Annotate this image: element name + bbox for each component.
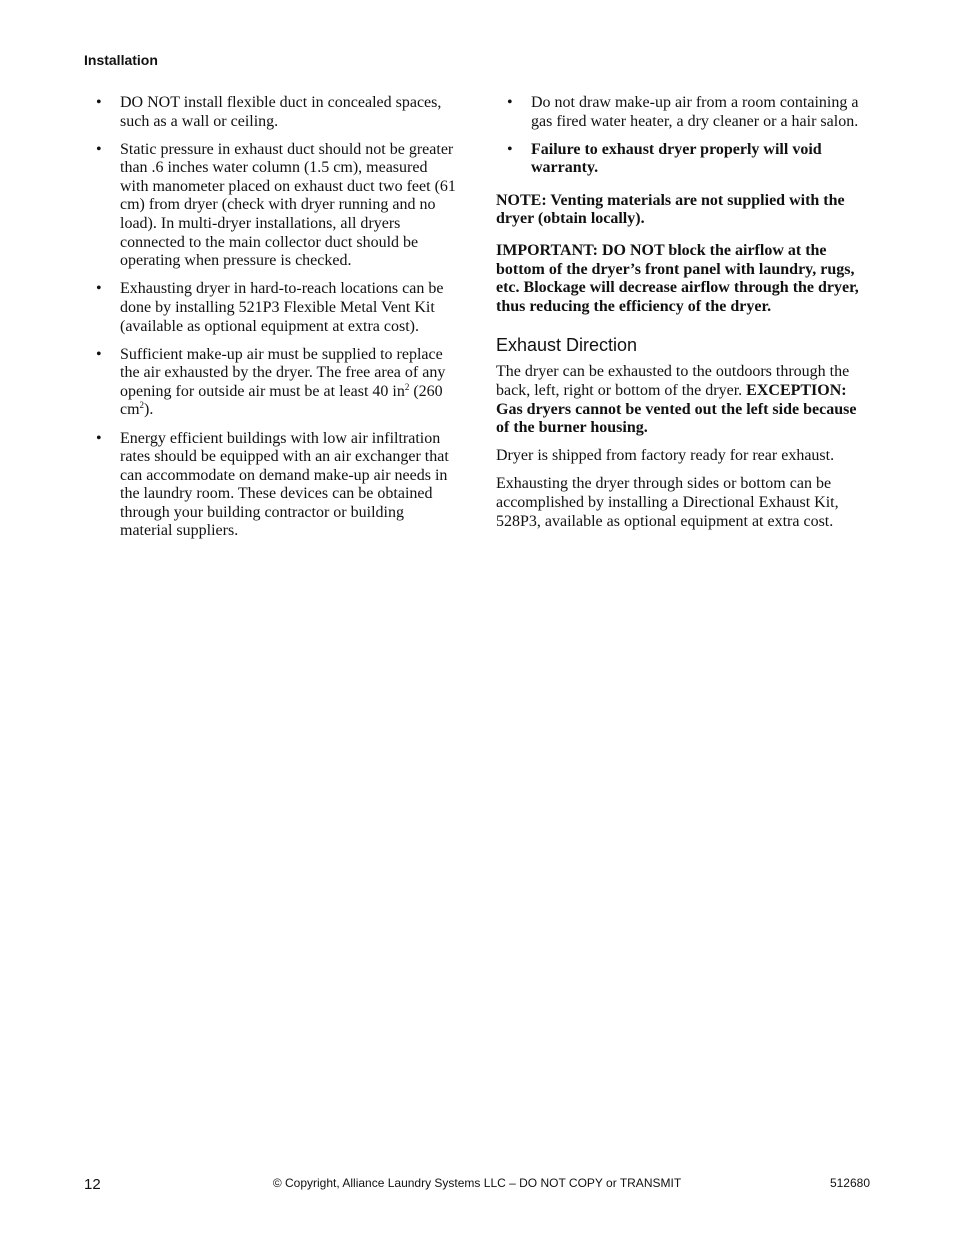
superscript: 2 — [404, 381, 410, 392]
bullet-icon: • — [96, 140, 102, 158]
bullet-icon: • — [96, 280, 102, 298]
bullet-icon: • — [507, 140, 513, 158]
copyright-text: © Copyright, Alliance Laundry Systems LLC – DO NOT COPY or TRANSMIT — [272, 1176, 682, 1190]
bullet-text: Do not draw make-up air from a room containing a gas fired water heater, a dry cleaner or a hair salon. — [531, 94, 859, 130]
section-heading: Exhaust Direction — [496, 335, 638, 356]
list-item — [507, 94, 870, 131]
document-number: 512680 — [829, 1176, 870, 1190]
bullet-text: Exhausting dryer in hard-to-reach locations can be done by installing 521P3 Flexible Metal Vent Kit (available as optional equipment at extra cost). — [120, 280, 444, 335]
section-header: Installation — [84, 52, 158, 68]
bullet-text-part: (260 cm — [120, 382, 443, 419]
paragraph: Exhausting the dryer through sides or bottom can be accomplished by installing a Directional Exhaust Kit, 528P3, available as optional equipment at extra cost. — [496, 475, 839, 530]
paragraph — [496, 363, 870, 437]
bullet-text-part: ). — [144, 401, 154, 419]
bullet-icon: • — [507, 94, 513, 111]
bullet-icon: • — [96, 94, 102, 111]
note-paragraph: NOTE: Venting materials are not supplied with the dryer (obtain locally). — [496, 191, 845, 228]
bullet-text: DO NOT install flexible duct in concealed spaces, such as a wall or ceiling. — [120, 94, 442, 130]
bullet-text: Failure to exhaust dryer properly will void warranty. — [531, 140, 822, 177]
bullet-icon: • — [96, 429, 102, 447]
bullet-text-part: Sufficient make-up air must be supplied to replace the air exhausted by the dryer. The free area of any opening for outside air must be at least 40 in — [120, 345, 446, 400]
list-item — [96, 280, 458, 336]
bullet-icon: • — [96, 345, 102, 363]
paragraph: Dryer is shipped from factory ready for rear exhaust. — [496, 447, 835, 465]
list-item — [96, 94, 458, 131]
important-paragraph: IMPORTANT: DO NOT block the airflow at the bottom of the dryer’s front panel with laundry, rugs, etc. Blockage will decrease airflow through the dryer, thus reducing the efficiency of the dryer. — [496, 242, 859, 315]
bullet-text: Static pressure in exhaust duct should not be greater than .6 inches water column (1.5 cm), measured with manometer placed on exhaust duct two feet (61 cm) from dryer (check with dryer running and no load). In multi-dryer installations, all dryers connected to the main collector duct should be operating when pressure is checked. — [120, 140, 456, 270]
right-column — [496, 94, 870, 541]
list-item — [507, 141, 870, 178]
superscript: 2 — [139, 400, 145, 411]
list-item — [96, 430, 458, 542]
left-column — [96, 94, 458, 551]
exception-text: EXCEPTION: Gas dryers cannot be vented out the left side because of the burner housing. — [496, 382, 857, 437]
page-number: 12 — [84, 1176, 101, 1193]
paragraph-text: The dryer can be exhausted to the outdoors through the back, left, right or bottom of the dryer. — [496, 363, 850, 400]
bullet-text — [120, 346, 445, 419]
bullet-text: Energy efficient buildings with low air infiltration rates should be equipped with an air exchanger that can accommodate on demand make-up air needs in the laundry room. These devices can be obtained through your building contractor or building material suppliers. — [120, 429, 449, 540]
list-item — [96, 346, 458, 420]
list-item — [96, 141, 458, 271]
